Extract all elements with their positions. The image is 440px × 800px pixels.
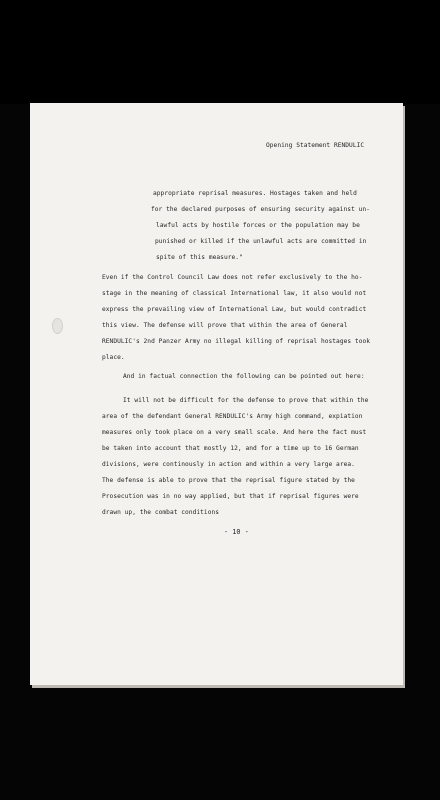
- body-line: Prosecution was in no way applied, but that if reprisal figures were: [102, 493, 359, 500]
- running-header: Opening Statement RENDULIC: [266, 142, 365, 149]
- page-number: - 10 -: [224, 528, 249, 536]
- body-line: area of the defendant General RENDULIC's Army high command, expiation: [102, 413, 363, 420]
- body-line: stage in the meaning of classical International law, it also would not: [102, 290, 367, 297]
- body-line: It will not be difficult for the defense to prove that within the: [123, 397, 369, 404]
- body-line: drawn up, the combat conditions: [102, 509, 220, 516]
- quote-line: for the declared purposes of ensuring security against un-: [151, 206, 370, 213]
- body-line: divisions, were continously in action and within a very large area.: [102, 461, 355, 468]
- quote-line: spite of this measure.": [156, 254, 243, 261]
- punch-hole: [52, 318, 63, 334]
- quote-line: appropriate reprisal measures. Hostages taken and held: [153, 190, 357, 197]
- body-line: Even if the Control Council Law does not refer exclusively to the ho-: [102, 274, 363, 281]
- scanner-background-top: [0, 0, 440, 104]
- quote-line: lawful acts by hostile forces or the population may be: [156, 222, 360, 229]
- body-line: measures only took place on a very small scale. And here the fact must: [102, 429, 367, 436]
- body-line: place.: [102, 354, 125, 361]
- body-line: this view. The defense will prove that within the area of General: [102, 322, 348, 329]
- body-line: And in factual connection the following can be pointed out here:: [123, 373, 365, 380]
- body-line: be taken into account that mostly 12, and for a time up to 16 German: [102, 445, 359, 452]
- body-line: express the prevailing view of International Law, but would contradict: [102, 306, 367, 313]
- quote-line: punished or killed if the unlawful acts are committed in: [155, 238, 367, 245]
- body-line: RENDULIC's 2nd Panzer Army no illegal killing of reprisal hostages took: [102, 338, 371, 345]
- body-line: The defense is able to prove that the reprisal figure stated by the: [102, 477, 355, 484]
